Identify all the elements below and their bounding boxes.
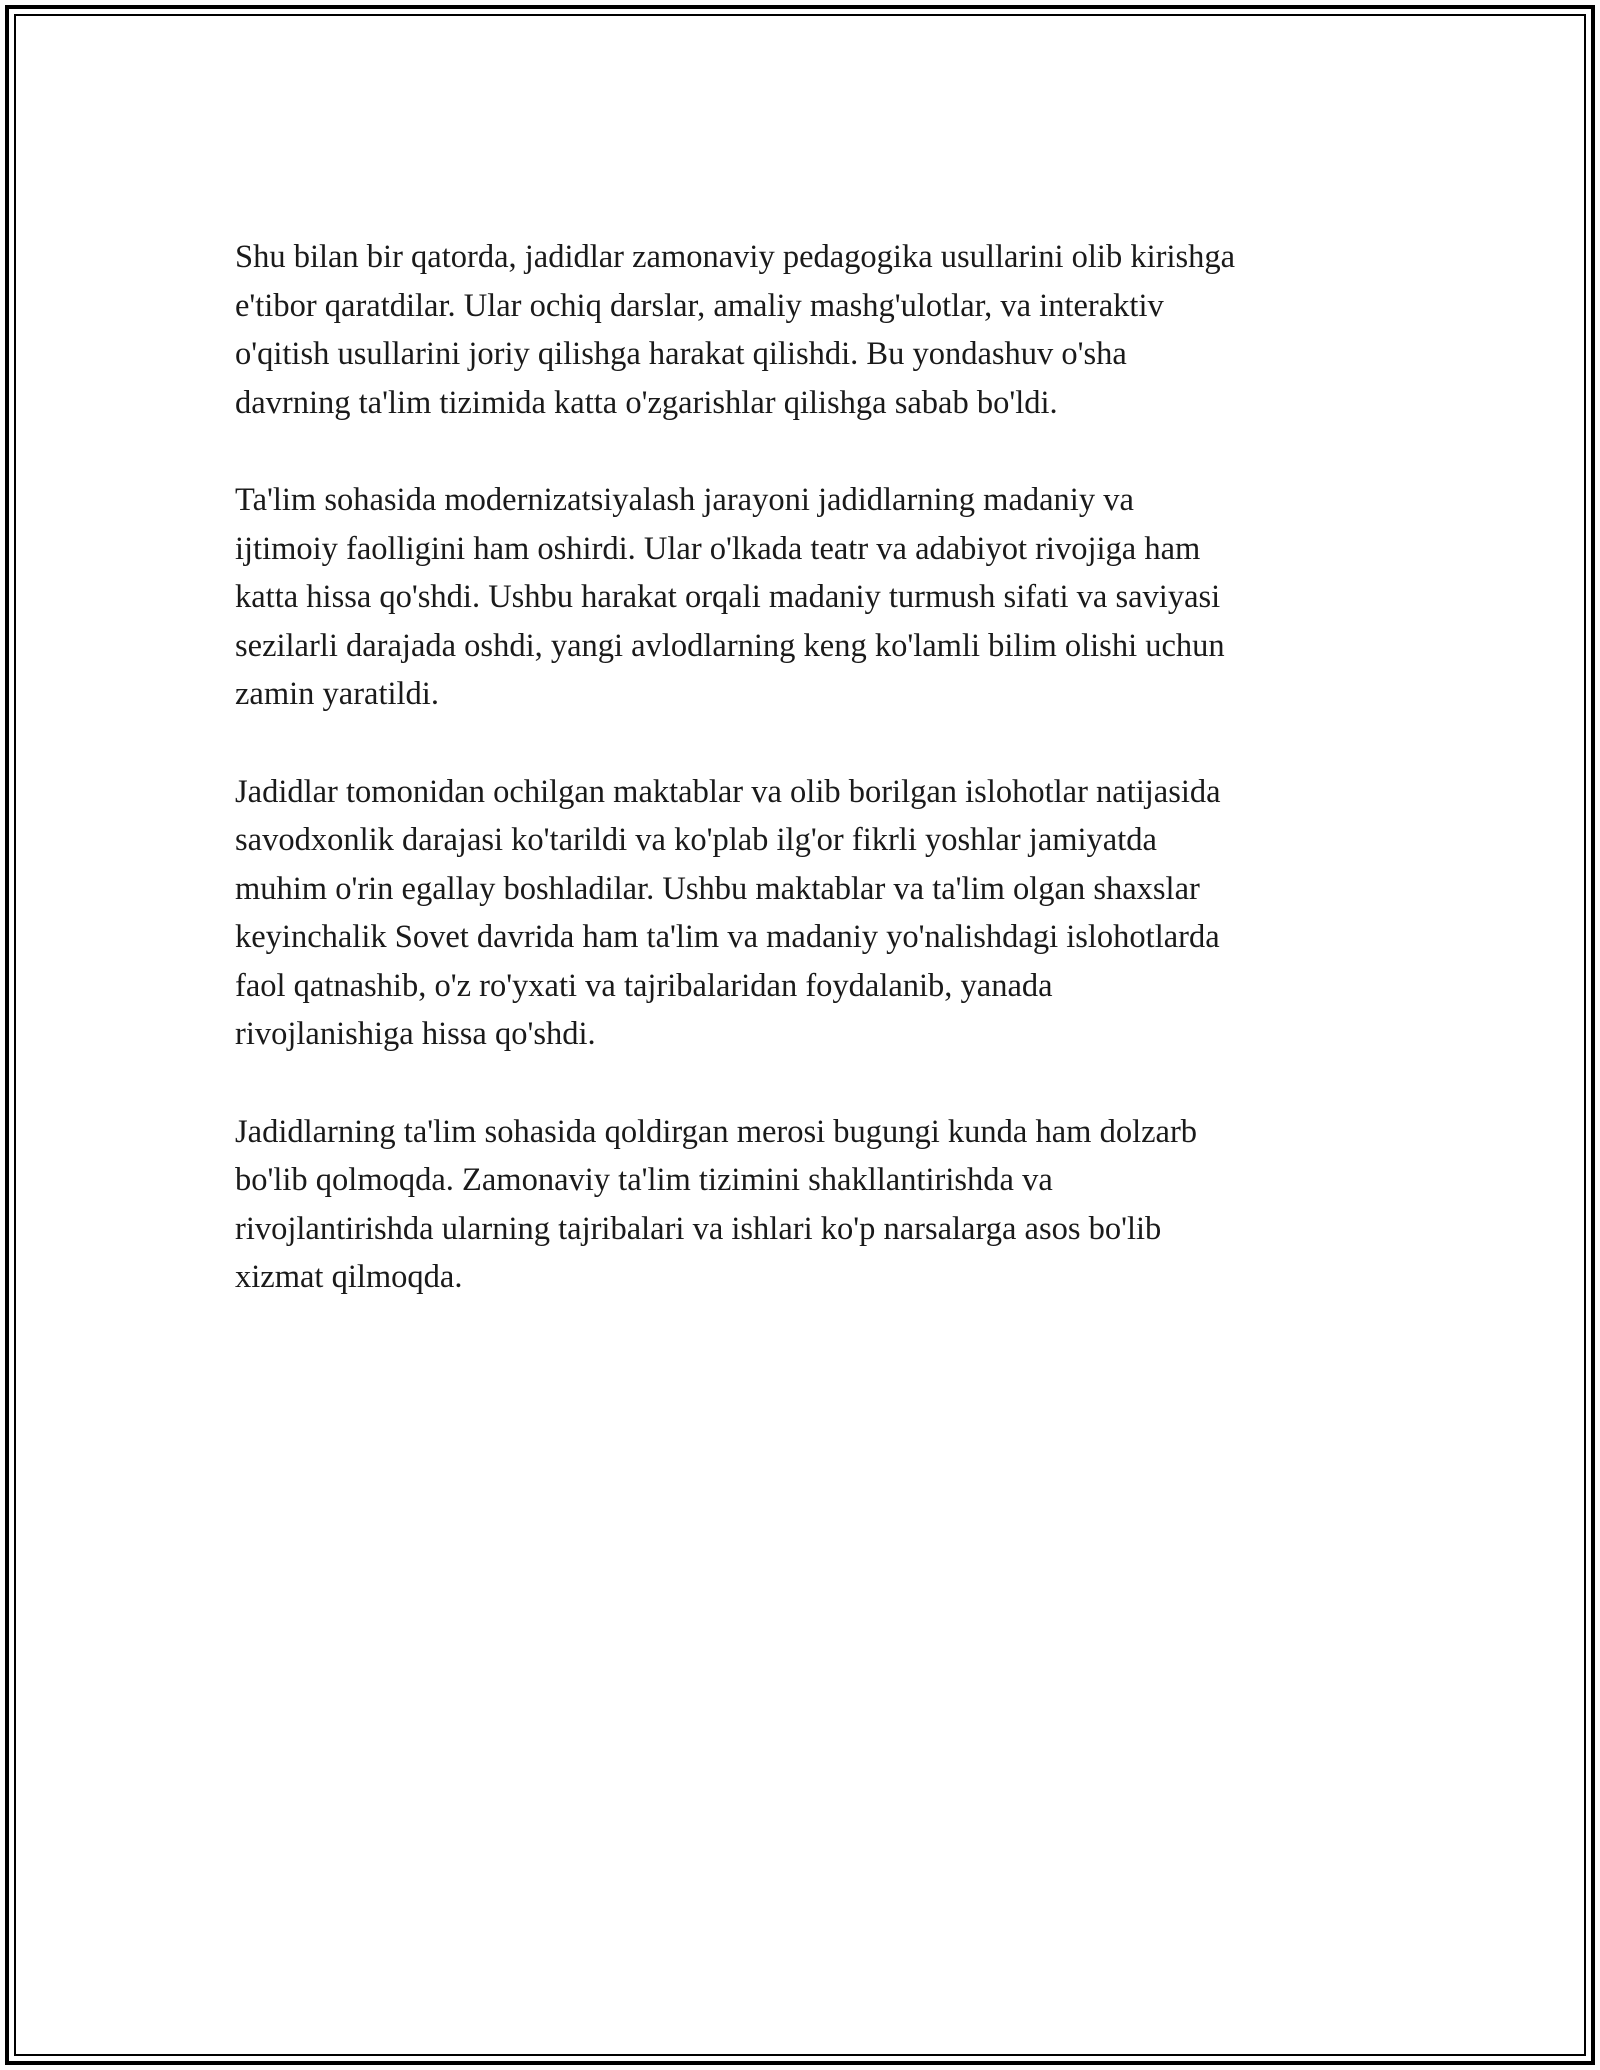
paragraph: Shu bilan bir qatorda, jadidlar zamonaviy pedagogika usullarini olib kirishga e'tibor qaratdilar. Ular ochiq darslar, amaliy mashg'ulotlar, va interaktiv o'qitish usullarini joriy qilishga harakat qilishdi. Bu yondashuv o'sha davrning ta'lim tizimida katta o'zgarishlar qilishga sabab bo'ldi. [235,239,1236,421]
paragraph: Ta'lim sohasida modernizatsiyalash jarayoni jadidlarning madaniy va ijtimoiy faolligini ham oshirdi. Ular o'lkada teatr va adabiyot rivojiga ham katta hissa qo'shdi. Ushbu harakat orqali madaniy turmush sifati va saviyasi sezilarli darajada oshdi, yangi avlodlarning keng ko'lamli bilim olishi uchun zamin yaratildi. [235,482,1225,712]
paragraph: Jadidlar tomonidan ochilgan maktablar va olib borilgan islohotlar natijasida savodxonlik darajasi ko'tarildi va ko'plab ilg'or fikrli yoshlar jamiyatda muhim o'rin egallay boshladilar. Ushbu maktablar va ta'lim olgan shaxslar keyinchalik Sovet davrida ham ta'lim va madaniy yo'nalishdagi islohotlarda faol qatnashib, o'z ro'yxati va tajribalaridan foydalanib, yanada rivojlanishiga hissa qo'shdi. [235,773,1221,1052]
document-body [235,233,1375,1351]
paragraph: Jadidlarning ta'lim sohasida qoldirgan merosi bugungi kunda ham dolzarb bo'lib qolmoqda. Zamonaviy ta'lim tizimini shakllantirishda va rivojlantirishda ularning tajribalari va ishlari ko'p narsalarga asos bo'lib xizmat qilmoqda. [235,1113,1198,1295]
